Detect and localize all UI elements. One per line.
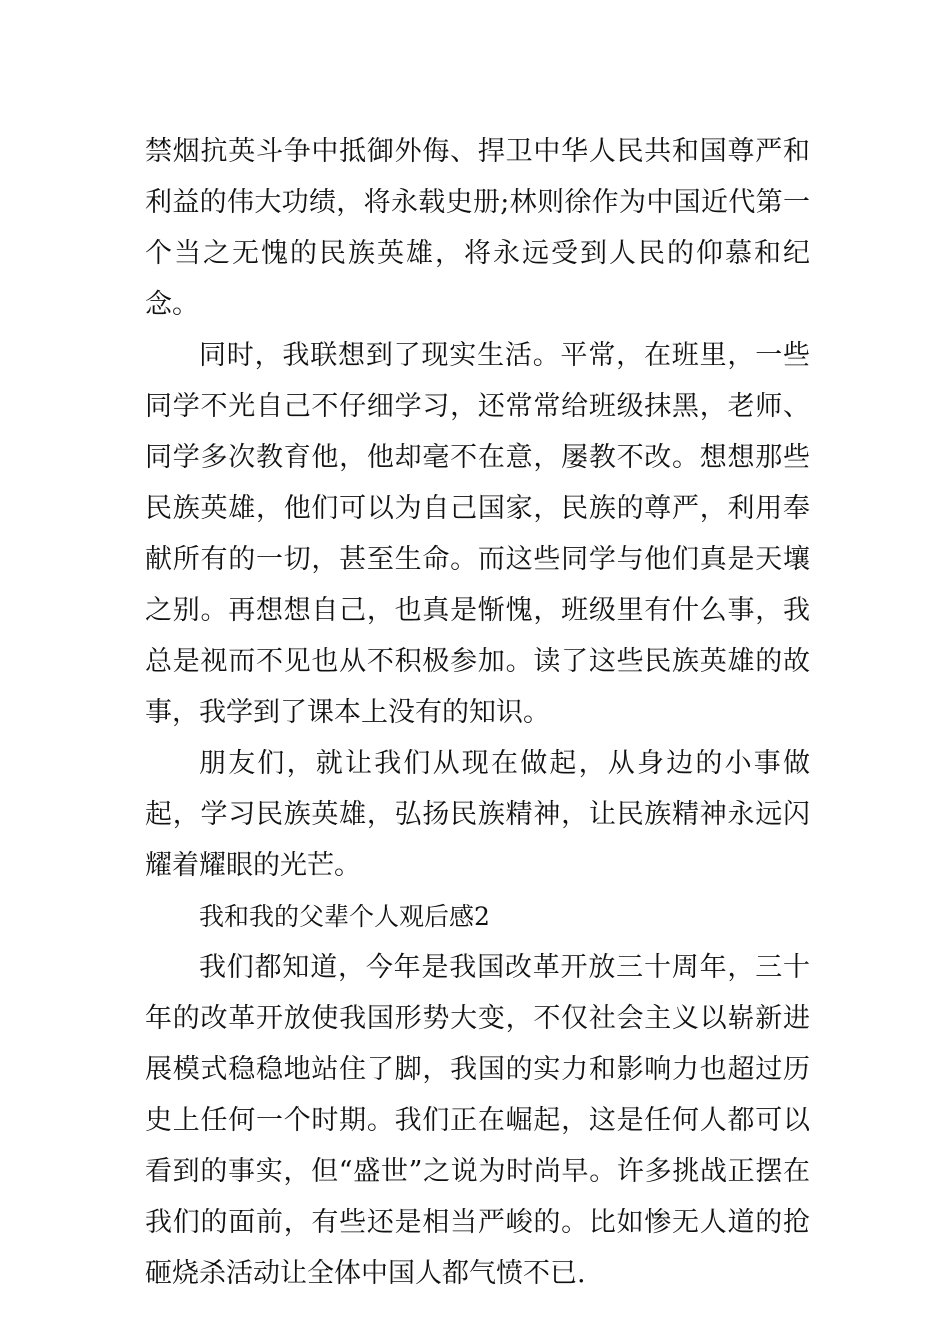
paragraph-call-to-action: 朋友们，就让我们从现在做起，从身边的小事做起，学习民族英雄，弘扬民族精神，让民族精神永远闪耀着耀眼的光芒。	[145, 748, 810, 881]
paragraph-reflection: 同时，我联想到了现实生活。平常，在班里，一些同学不光自己不仔细学习，还常常给班级抹黑，老师、同学多次教育他，他却毫不在意，屡教不改。想想那些民族英雄，他们可以为自己国家，民族的尊严，利用奉献所有的一切，甚至生命。而这些同学与他们真是天壤之别。再想想自己，也真是惭愧，班级里有什么事，我总是视而不见也从不积极参加。读了这些民族英雄的故事，我学到了课本上没有的知识。	[145, 340, 810, 728]
paragraph-continuation: 禁烟抗英斗争中抵御外侮、捍卫中华人民共和国尊严和利益的伟大功绩，将永载史册;林则徐作为中国近代第一个当之无愧的民族英雄，将永远受到人民的仰慕和纪念。	[145, 136, 810, 320]
document-body	[145, 126, 810, 1299]
paragraph-section-2: 我们都知道，今年是我国改革开放三十周年，三十年的改革开放使我国形势大变，不仅社会主义以崭新进展模式稳稳地站住了脚，我国的实力和影响力也超过历史上任何一个时期。我们正在崛起，这是任何人都可以看到的事实，但“盛世”之说为时尚早。许多挑战正摆在我们的面前，有些还是相当严峻的。比如惨无人道的抢砸烧杀活动让全体中国人都气愤不已.	[145, 952, 810, 1289]
section-heading: 我和我的父辈个人观后感2	[199, 902, 490, 931]
